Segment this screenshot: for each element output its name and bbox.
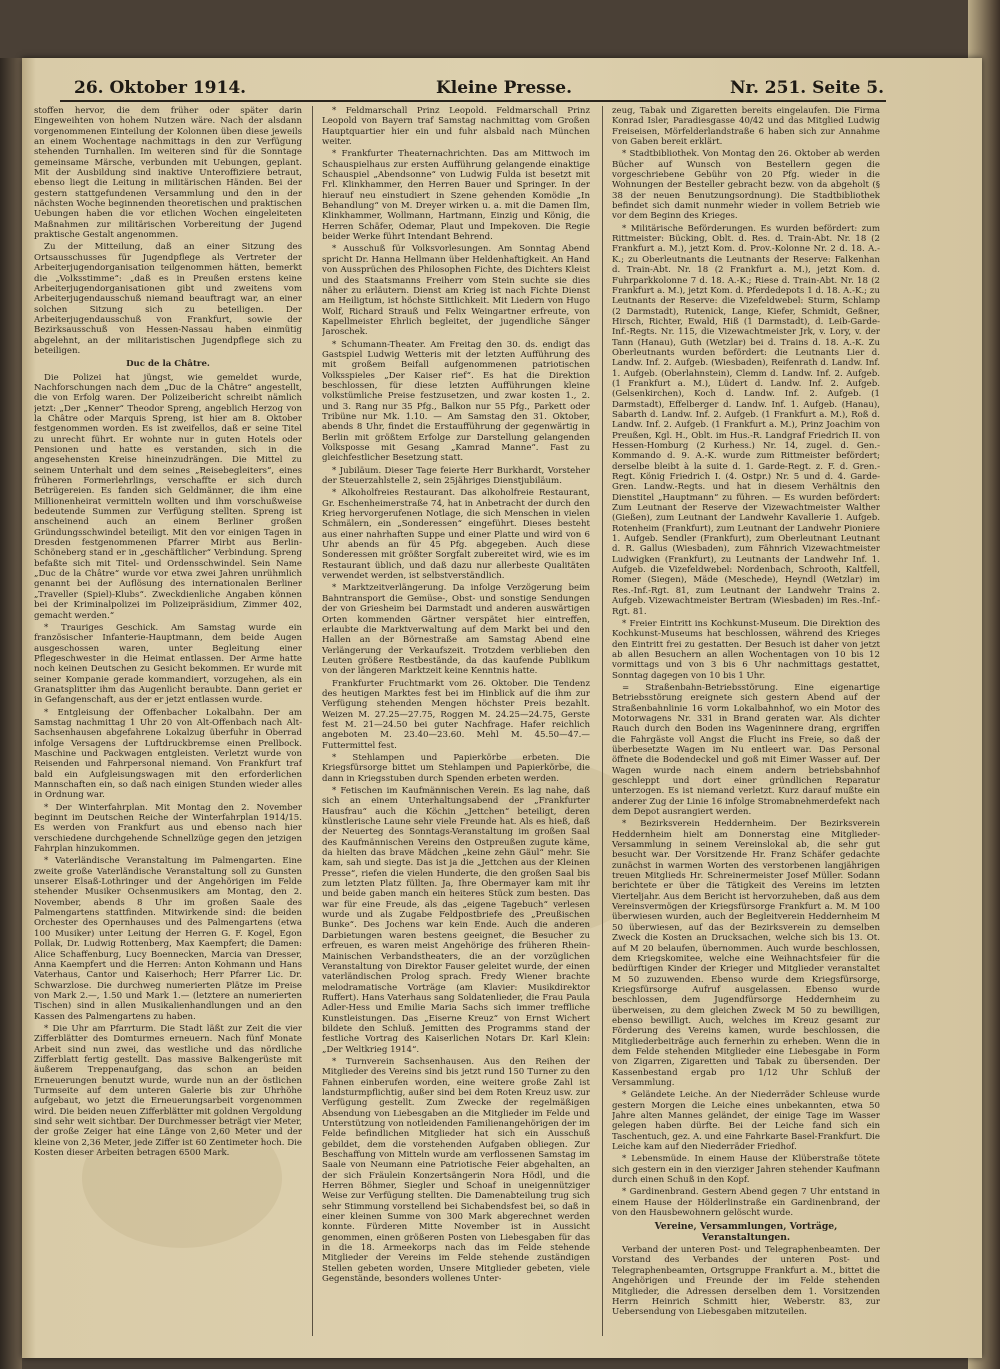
article-text: * Entgleisung der Offenbacher Lokalbahn. Der am Samstag nachmittag 1 Uhr 20 von Alt-Offenbach nach Alt-Sachsenhausen abgefahrene Lokalzug überfuhr in Oberrad infolge Versagens der Luftdruckbremse einen Prellbock. Maschine und Packwagen entgleisten. Verletzt wurde von Reisenden und Fahrpersonal niemand. Von Frankfurt traf bald ein Aufgleisungswagen mit den erforderlichen Mannschaften ein, so daß nach einigen Stunden wieder alles in Ordnung war. [34,707,302,801]
article-text: * Stehlampen und Papierkörbe erbeten. Die Kriegsfürsorge bittet um Stehlampen und Papierkörbe, die dann in Kriegsstuben durch Spenden erbeten werden. [322,752,590,784]
newspaper-page [22,58,982,1358]
article-text: * Ausschuß für Volksvorlesungen. Am Sonntag Abend spricht Dr. Hanna Hellmann über Heldenhaftigkeit. An Hand von Aussprüchen des Philosophen Fichte, des Dichters Kleist und des Staatsmanns Freiherr vom Stein suchte sie dies näher zu erläutern. Dienst am Krieg ist nach Fichte Dienst am Heiligtum, ist höchste Sittlichkeit. Mit Liedern von Hugo Wolf, Richard Strauß und Felix Weingartner erfreute, von Kapellmeister Ehrlich begleitet, der jugendliche Sänger Jaroschek. [322,244,590,338]
column-2 [322,106,590,1341]
column-1 [34,106,302,1341]
article-text: Frankfurter Fruchtmarkt vom 26. Oktober. Die Tendenz des heutigen Marktes fest bei im Hinblick auf die ihm zur Verfügung stehenden Mengen höchster Preis bezahlt. Weizen M. 27.25—27.75, Roggen M. 24.25—24.75, Gerste fest M. 21—24.50 bei guter Nachfrage. Hafer reichlich angeboten M. 23.40—23.60. Mehl M. 45.50—47.— Futtermittel fest. [322,678,590,751]
article-text: * Jubiläum. Dieser Tage feierte Herr Burkhardt, Vorsteher der Steuerzahlstelle 2, sein 25jähriges Dienstjubiläum. [322,465,590,487]
article-text: * Marktzeitverlängerung. Da infolge Verzögerung beim Bahntransport die Gemüse-, Obst- und sonstige Sendungen der von Griesheim bei Darmstadt und anderen auswärtigen Orten kommenden Gärtner verspätet hier eintreffen, erlaubte die Marktverwaltung auf dem Markt bei und den Hallen an der Börnestraße am Samstag Abend eine Verlängerung der Verkaufszeit. Trotzdem verblieben den Leuten größere Restbestände, da das kaufende Publikum von der längeren Marktzeit keine Kenntnis hatte. [322,583,590,677]
article-text: Die Polizei hat jüngst, wie gemeldet wurde, Nachforschungen nach dem „Duc de la Châtre“ angestellt, die von Erfolg waren. Der Polizeibericht schreibt nämlich jetzt: „Der „Kenner“ Theodor Spreng, angeblich Herzog von la Châtre oder Marquis Spreng, ist hier am 8. Oktober festgenommen worden. Es ist zweifellos, daß er seine Titel zu unrecht führt. Er wohnte nur in guten Hotels oder Pensionen und hatte es verstanden, sich in die angesehensten Kreise hineinzudrängen. Die Mittel zu seinem Unterhalt und dem seines „Reisebegleiters“, eines früheren Formerlehrlings, verschaffte er sich durch Betrügereien. Es fanden sich Geldmänner, die ihm eine Millionenheirat vermitteln wollten und ihm vorschußweise bedeutende Summen zur Verfügung stellten. Spreng ist anscheinend auch an einem Berliner großen Gründungsschwindel beteiligt. Mit den vor einigen Tagen in Dresden festgenommenen Pfarrer Mirbt aus Berlin-Schöneberg stand er in „geschäftlicher“ Verbindung. Spreng befaßte sich mit Titel- und Ordensschwindel. Sein Name „Duc de la Châtre“ wurde vor etwa zwei Jahren unrühmlich genannt bei der Auflösung des internationalen Berliner „Traveller (Spiel)-Klubs“. Zweckdienliche Angaben können bei der Kriminalpolizei im Polizeipräsidium, Zimmer 402, gemacht werden.“ [34,372,302,621]
header-rule [60,100,886,102]
article-text: * Fetischen im Kaufmännischen Verein. Es lag nahe, daß sich an einem Unterhaltungsabend der „Frankfurter Hausfrau“ auch die Köchin „Jettchen“ beteiligt, deren künstlerische Laune sehr viele Freunde hat. Als es hieß, daß der Neuerteg des Sonntags-Veranstaltung im großen Saal des Kaufmännischen Vereins den Ostpreußen zugute käme, da hielten das brave Mädchen „keine zehn Gäul“ mehr. Sie kam, sah und siegte. Das ist ja die „Jettchen aus der Kleinen Presse“, riefen die vielen Hunderte, die den großen Saal bis zum letzten Platz füllten. Ja, Ihre Obermayer kam mit ihr und beide gaben manch ein heiteres Stück zum besten. Das war für eine Freude, als das „eigene Tagebuch“ verlesen wurde und als Zugabe Feldpostbriefe des „Preußischen Bunke“. Des Jochens war kein Ende. Auch die anderen Darbietungen waren bestens geeignet, die Besucher zu erfreuen, es waren meist Angehörige des früheren Rhein-Mainischen Verbandstheaters, die an der vorzüglichen Veranstaltung von Direktor Fauser geleitet wurde, der einen vaterländischen Prolog sprach. Fredy Wiener brachte melodramatische Vorträge (am Klavier: Musikdirektor Ruffert). Hans Vaterhaus sang Soldatenlieder, die Frau Paula Adler-Hess und Emilie Maria Sachs sich immer treffliche Kunstleistungen. Das „Eiserne Kreuz“ von Ernst Wichert bildete den Schluß. Jemitten des Programms stand der festliche Vortrag des Kaiserlichen Notars Dr. Karl Klein: „Der Weltkrieg 1914“. [322,786,590,1055]
article-text: Verband der unteren Post- und Telegraphenbeamten. Der Vorstand des Verbandes der unteren Post- und Telegraphenbeamten, Ortsgruppe Frankfurt a. M., bittet die Angehörigen und Freunde der im Felde stehenden Mitglieder, die Adressen derselben dem 1. Vorsitzenden Herrn Heinrich Schmitt hier, Weberstr. 83, zur Uebersendung von Liebesgaben mitzuteilen. [612,1245,880,1318]
section-heading: Vereine, Versammlungen, Vorträge, Veranstaltungen. [654,1221,838,1243]
article-text: stoffen hervor, die dem früher oder später darin Eingeweihten von hohem Nutzen wäre. Nach der alsdann vorgenommenen Einteilung der Kolonnen üben diese jeweils an einem Wochentage nachmittags in den zur Verfügung stehenden Turnhallen. Im weiteren sind für die Sonntage gemeinsame Märsche, verbunden mit Uebungen, geplant. Mit der Ausbildung sind inaktive Unteroffiziere betraut, ebenso liegt die Leitung in militärischen Händen. Bei der gestern stattgefundenen Versammlung und den in der nächsten Woche beginnenden theoretischen und praktischen Uebungen haben die vor etlichen Wochen eingeleiteten Maßnahmen zur militärischen Vorbereitung der Jugend praktische Gestalt angenommen. [34,106,302,241]
article-text: * Die Uhr am Pfarrturm. Die Stadt läßt zur Zeit die vier Zifferblätter des Domturmes erneuern. Nach fünf Monate Arbeit sind nun zwei, das westliche und das nördliche Zifferblatt fertig gestellt. Das massive Balkengerüste mit äußerem Treppenaufgang, das schon an beiden Erneuerungen benutzt wurde, wurde nun an der östlichen Turmseite auf dem unteren Galerie bis zur Uhrhöhe aufgebaut, wo jetzt die Erneuerungsarbeit vorgenommen wird. Die beiden neuen Zifferblätter mit goldnen Vergoldung sind sehr weit sichtbar. Der Durchmesser beträgt vier Meter, der große Zeiger hat eine Länge von 2,60 Meter und der kleine von 2,36 Meter, jede Ziffer ist 60 Zentimeter hoch. Die Kosten dieser Arbeiten betragen 6500 Mark. [34,1023,302,1159]
column-3 [612,106,880,1341]
article-text: Zu der Mitteilung, daß an einer Sitzung des Ortsausschusses für Jugendpflege als Vertreter der Arbeiterjugendorganisation teilgenommen hätten, bemerkt die „Volksstimme“: „daß es in Preußen erstens keine Arbeiterjugendorganisationen gibt und zweitens vom Arbeiterjugendausschuß niemand beauftragt war, an einer solchen Sitzung sich zu beteiligen. Der Arbeiterjugendausschuß von Frankfurt, sowie der Bezirksausschuß von Hessen-Nassau haben einmütig abgelehnt, an der militaristischen Jugendpflege sich zu beteiligen. [34,242,302,356]
article-text: * Turnverein Sachsenhausen. Aus den Reihen der Mitglieder des Vereins sind bis jetzt rund 150 Turner zu den Fahnen einberufen worden, eine weitere große Zahl ist landsturmpflichtig, außer sind bei dem Roten Kreuz usw. zur Verfügung gestellt. Zum Zwecke der regelmäßigen Absendung von Liebesgaben an die Mitglieder im Felde und Unterstützung von notleidenden Familienangehörigen der im Felde befindlichen Mitglieder hat sich ein Ausschuß gebildet, dem die vorstehenden Aufgaben obliegen. Zur Beschaffung von Mitteln wurde am verflossenen Samstag im Saale von Neumann eine Patriotische Feier abgehalten, an der sich Fräulein Konzertsängerin Nora Hödl, und die Herren Böhmer, Siegler und Schoaf in uneigennütziger Weise zur Verfügung stellten. Die Damenabteilung trug sich sehr Stimmung vorstellend bei Sichabendsfest bei, so daß in einer kleinen Summe von 300 Mark abgerechnet werden konnte. Fürderen Mitte November ist in Aussicht genommen, einen größeren Posten von Liebesgaben für das in die 18. Armeekorps nach das im Felde stehende Mitglieder der Vereins im Felde stehende zuständigen Stellen gebeten worden, Unsere Mitglieder gebeten, viele Gegenstände, besonders wollenes Unter- [322,1056,590,1285]
article-text: * Schumann-Theater. Am Freitag den 30. ds. endigt das Gastspiel Ludwig Wetteris mit der letzten Aufführung des mit großem Beifall aufgenommenen patriotischen Volksspieles „Der Kaiser rief“. Es hat die Direktion beschlossen, für diese letzten Aufführungen kleine volkstümliche Preise festzusetzen, und zwar kosten 1., 2. und 3. Rang nur 35 Pfg., Balkon nur 55 Pfg., Parkett oder Tribüne nur Mk. 1.10. — Am Samstag den 31. Oktober, abends 8 Uhr, findet die Erstaufführung der gegenwärtig in Berlin mit größtem Erfolge zur Darstellung gelangenden Volksposse mit Gesang „Kamrad Manne“. Fast zu gleichfestlicher Besetzung statt. [322,339,590,464]
article-text: * Vaterländische Veranstaltung im Palmengarten. Eine zweite große Vaterländische Veranstaltung soll zu Gunsten unserer Elsaß-Lothringer und der Angehörigen im Felde stehender Musiker Ochsenmusikers am Montag, den 2. November, abends 8 Uhr im großen Saale des Palmengartens stattfinden. Mitwirkende sind: die beiden Orchester des Opernhauses und des Palmengartens (etwa 100 Musiker) unter Leitung der Herren G. F. Kogel, Egon Pollak, Dr. Ludwig Rottenberg, Max Kaempfert; die Damen: Alice Schaffenburg, Lucy Boennecken, Marcia van Dresser, Anna Kaempfert und die Herren: Anton Kohmann und Hans Vaterhaus, Cantor und Kaiserhoch; Herr Pfarrer Lic. Dr. Schwarzlose. Die durchweg numerierten Plätze im Preise von Mark 2.—, 1.50 und Mark 1.— (letztere an numerierten Tischen) sind in allen Musikalienhandlungen und an den Kassen des Palmengartens zu haben. [34,856,302,1022]
article-text: * Alkoholfreies Restaurant. Das alkoholfreie Restaurant, Gr. Eschenheimerstraße 74, hat in Anbetracht der durch den Krieg hervorgerufenen Notlage, die sich Menschen in vielen Schmälern, ein „Sonderessen“ eingeführt. Dieses besteht aus einer nahrhaften Suppe und einer Platte und wird von 6 Uhr abends an für 45 Pfg. abgegeben. Auch diese Sonderessen mit größter Sorgfalt zubereitet wird, wie es im Restaurant üblich, und daß dazu nur allerbeste Qualitäten verwendet werden, ist selbstverständlich. [322,488,590,582]
book-gutter [0,58,22,1369]
column-rule [312,106,313,1336]
article-text: * Feldmarschall Prinz Leopold. Feldmarschall Prinz Leopold von Bayern traf Samstag nachmittag vom Großen Hauptquartier hier ein und fuhr alsbald nach München weiter. [322,106,590,148]
article-text: * Geländete Leiche. An der Niederräder Schleuse wurde gestern Morgen die Leiche eines unbekannten, etwa 50 Jahre alten Mannes geländet, der einige Tage im Wasser gelegen haben dürfte. Bei der Leiche fand sich ein Taschentuch, gez. A. und eine Fahrkarte Basel-Frankfurt. Die Leiche kam auf den Niederräder Friedhof. [612,1090,880,1153]
article-text: * Frankfurter Theaternachrichten. Das am Mittwoch im Schauspielhaus zur ersten Aufführung gelangende einaktige Schauspiel „Abendsonne“ von Ludwig Fulda ist besetzt mit Frl. Klinkhammer, den Herren Bauer und Springer. In der hierauf neu einstudiert in Szene gehenden Komödie „In Behandlung“ von M. Dreyer wirken u. a. mit die Damen Ilm, Klinkhammer, Wollmann, Hartmann, Einzig und König, die Herren Schäfer, Odemar, Plaut und Impekoven. Die Regie beider Werke führt Intendant Behrend. [322,149,590,243]
article-text: * Lebensmüde. In einem Hause der Klüberstraße tötete sich gestern ein in den vierziger Jahren stehender Kaufmann durch einen Schuß in den Kopf. [612,1154,880,1186]
article-text: * Gardinenbrand. Gestern Abend gegen 7 Uhr entstand in einem Hause der Hölderlinstraße ein Gardinenbrand, der von den Hausbewohnern gelöscht wurde. [612,1187,880,1219]
header-date: 26. Oktober 1914. [74,78,247,98]
header-paper-title: Kleine Presse. [436,78,573,98]
article-text: * Der Winterfahrplan. Mit Montag den 2. November beginnt im Deutschen Reiche der Winterfahrplan 1914/15. Es werden von Frankfurt aus und ebenso nach hier verschiedene durchgehende Schnellzüge gegen den jetzigen Fahrplan hinzukommen. [34,802,302,855]
page-header [54,74,884,102]
article-heading: Duc de la Châtre. [126,359,210,370]
article-text: * Militärische Beförderungen. Es wurden befördert: zum Rittmeister: Bücking, Oblt. d. Res. d. Train-Abt. Nr. 18 (2 Frankfurt a. M.), jetzt Kom. d. Prov.-Kolonne Nr. 2 d. 18. A.-K.; zu Oberleutnants die Leutnants der Reserve: Falkenhan d. Train-Abt. Nr. 18 (2 Frankfurt a. M.), jetzt Kom. d. Fuhrparkkolonne 7 d. 18. A.-K.; Riese d. Train-Abt. Nr. 18 (2 Frankfurt a. M.), jetzt Kom. d. Pferdedepots 1 d. 18. A.-K.; zu Leutnants der Reserve: die Vizefeldwebel: Sturm, Schlamp (2 Darmstadt), Rutenick, Lange, Kiefer, Schmidt, Geßner, Hirsch, Richter, Ewald, Hiß (1 Darmstadt), d. Leib-Garde-Inf.-Regts. Nr. 115, die Vizewachtmeister Jrk, v. Lory, v. der Tann (Hanau), Guth (Wetzlar) bei d. Trains d. 18. A.-K. Zu Oberleutnants wurden befördert: die Leutnants Lier d. Landw. Inf. 2. Aufgeb. (Wiesbaden), Reifenrath d. Landw. Inf. 1. Aufgeb. (Oberlahnstein), Clemm d. Landw. Inf. 2. Aufgeb. (1 Frankfurt a. M.), Lüdert d. Landw. Inf. 2. Aufgeb. (Gelsenkirchen), Koch d. Landw. Inf. 2. Aufgeb. (1 Darmstadt), Effelberger d. Landw. Inf. 1. Aufgeb. (Hanau), Sabarth d. Landw. Inf. 2. Aufgeb. (1 Frankfurt a. M.), Roß d. Landw. Inf. 2. Aufgeb. (1 Frankfurt a. M.), Prinz Joachim von Preußen, Kgl. H., Oblt. im Hus.-R. Landgraf Friedrich II. von Hessen-Homburg (2 Kurhess.) Nr. 14, zugel. d. Gen.-Kommando d. 9. A.-K. wurde zum Rittmeister befördert; derselbe bleibt à la suite d. 1. Garde-Regt. z. F. d. Gren.-Regt. König Friedrich I. (4. Ostpr.) Nr. 5 und d. 4. Garde-Gren. Landw.-Regts. und hat in diesem Verhältnis den Dienstitel „Hauptmann“ zu führen. — Es wurden befördert: Zum Leutnant der Reserve der Vizewachtmeister Walther (Gießen), zum Leutnant der Landwehr Kavallerie 1. Aufgeb. Rotenheim (Frankfurt), zum Leutnant der Landwehr Pioniere 1. Aufgeb. Sendler (Frankfurt), zum Oberleutnant Leutnant d. R. Gallus (Wiesbaden), zum Fähnrich Vizewachtmeister Ludwigken (Frankfurt), zu Leutnants der Landwehr Inf. 1. Aufgeb. die Vizefeldwebel: Nordenbach, Schrooth, Kaltfell, Romer (Siegen), Mäde (Meschede), Heyndl (Wetzlar) im Res.-Inf.-Rgt. 81, zum Leutnant der Landwehr Trains 2. Aufgeb. Vizewachtmeister Bertram (Wiesbaden) im Res.-Inf.-Rgt. 81. [612,223,880,617]
article-text: zeug, Tabak und Zigaretten bereits eingelaufen. Die Firma Konrad Isler, Paradiesgasse 40/42 und das Mitglied Ludwig Freiseisen, Mörfelderlandstraße 6 haben sich zur Annahme von Gaben bereit erklärt. [612,106,880,148]
article-text: * Bezirksverein Heddernheim. Der Bezirksverein Heddernheim hielt am Donnerstag eine Mitglieder-Versammlung in seinem Vereinslokal ab, die sehr gut besucht war. Der Vorsitzende Hr. Franz Schäfer gedachte zunächst in warmen Worten des verstorbenen langjährigen treuen Mitglieds Hr. Schreinermeister Josef Müller. Sodann berichtete er über die Tätigkeit des Vereins im letzten Vierteljahr. Aus dem Bericht ist hervorzuheben, daß aus dem Vereinsvermögen der Kriegsfürsorge Frankfurt a. M. M 100 überwiesen wurden, auch der Begleitverein Heddernheim M 50 überwiesen, auf das der Bezirksverein zu demselben Zweck die Kosten an Drucksachen, welche sich bis 13. Ot. auf M 20 belaufen, übernommen. Auch wurde beschlossen, dem Kriegskomitee, welche eine Weihnachtsfeier für die bedürftigen Kinder der Krieger und Mitglieder veranstaltet M 50 zuzuwenden. Ebenso wurde dem Kriegsfürsorge, Kriegsfürsorge Aufruf ausgelassen. Ebenso wurde beschlossen, dem Jugendfürsorge Heddernheim zu überweisen, zu dem gleichen Zweck M 50 zu bewilligen, ebenso bewilligt. Auch, welches im Kreuz gesamt zur Förderung des Vereins kamen, wurde beschlossen, die Mitgliederbeiträge auch fernerhin zu erheben. Wenn die in dem Felde stehenden Mitglieder eine Liebesgabe in Form von Zigarren, Zigaretten und Tabak zu übersenden. Der Kassenbestand ergab pro 1/12 Uhr Schluß der Versammlung. [612,819,880,1088]
article-text: = Straßenbahn-Betriebsstörung. Eine eigenartige Betriebsstörung ereignete sich gestern Abend auf der Straßenbahnlinie 16 vorm Lokalbahnhof, wo ein Motor des Motorwagens Nr. 331 in Brand geraten war. Als dichter Rauch durch den Boden ins Wageninnere drang, ergriffen die Fahrgäste voll Angst die Flucht ins Freie, so daß der überbesetzte Wagen im Nu entleert war. Das Personal öffnete die Bodendeckel und goß mit Eimer Wasser auf. Der Wagen wurde nach einem andern betriebsbahnhof geschleppt und dort einer gründlichen Reparatur unterzogen. Es ist niemand verletzt. Kurz darauf mußte ein anderer Zug der Linie 16 infolge Stromabnehmerdefekt nach dem Depot ausrangiert werden. [612,682,880,818]
column-rule [602,106,603,1336]
article-text: * Trauriges Geschick. Am Samstag wurde ein französischer Infanterie-Hauptmann, dem beide Augen ausgeschossen waren, unter Begleitung einer Pflegeschwester in die Heimat entlassen. Der Arme hatte noch keinen Deutschen zu Gesicht bekommen. Er wurde mit seiner Kompanie gerade kommandiert, vorzugehen, als ein Granatsplitter ihm das Augenlicht beraubte. Dann geriet er in Gefangenschaft, aus der er jetzt entlassen wurde. [34,622,302,706]
article-text: * Stadtbibliothek. Von Montag den 26. Oktober ab werden Bücher auf Wunsch von Bestellern gegen die vorgeschriebene Gebühr von 20 Pfg. wieder in die Wohnungen der Besteller gebracht bezw. von da abgeholt (§ 38 der neuen Benutzungsordnung). Die Stadtbibliothek befindet sich damit nunmehr wieder in vollem Betrieb wie vor dem Beginn des Krieges. [612,149,880,222]
article-text: * Freier Eintritt ins Kochkunst-Museum. Die Direktion des Kochkunst-Museums hat beschlossen, während des Krieges den Eintritt frei zu gestatten. Der Besuch ist daher von jetzt ab allen Besuchern an allen Wochentagen von 10 bis 12 vormittags und von 3 bis 6 Uhr nachmittags gestattet, Sonntag dagegen von 10 bis 1 Uhr. [612,618,880,681]
header-issue-page: Nr. 251. Seite 5. [730,78,884,98]
